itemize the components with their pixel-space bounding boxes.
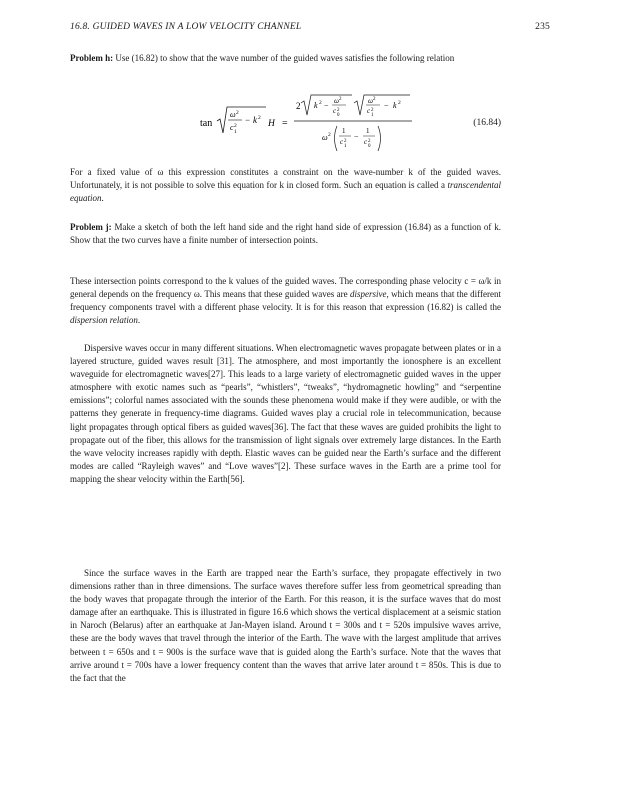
running-header [70,22,550,32]
eq-den-c1-sub: 1 [344,144,347,149]
problem-j-text: Make a sketch of both the left hand side and the right hand side of expression (16.84) as a function of k. Show that the two curves have a finite number of intersection points. [70,222,502,246]
eq-den-omega-sup: 2 [328,132,331,138]
equation-number: (16.84) [473,118,501,128]
eq-lhs-c-sup: 2 [234,123,237,129]
paragraph-dispersive [70,275,501,327]
problem-j [70,221,501,247]
section-title: 16.8. GUIDED WAVES IN A LOW VELOCITY CHANNEL [70,22,302,32]
equation-16-84 [70,93,501,155]
eq-den-c0-sub: 0 [368,144,371,149]
eq-rhs-c0-sub: 0 [337,113,340,118]
eq-rhs-k1: k [314,101,318,110]
paragraph-dispersive-waves: Dispersive waves occur in many different situations. When electromagnetic waves propagate between plates or in a layered structure, guided waves result [31]. The atmosphere, and most importantly the ionosphere is an excellent waveguide for electromagnetic waves[27]. This leads to a large variety of electromagnetic guided waves in the upper atmosphere with exotic names such as “pearls”, “whistlers”, “tweaks”, “hydromagnetic howling” and “serpentine emissions”; colorful names associated with the sounds these phenomena would make if they were audible, or with the patterns they generate in frequency-time diagrams. Guided waves play a crucial role in telecommunication, because light propagates through optical fibers as guided waves[36]. The fact that these waves are guided prohibits the light to propagate out of the fiber, this allows for the transmission of light signals over extremely large distances. In the Earth the wave velocity increases rapidly with depth. Elastic waves can be guided near the Earth’s surface and the different modes are called “Rayleigh waves” and “Love waves”[2]. These surface waves in the Earth are a prime tool for mapping the shear velocity within the Earth[56]. [70,343,501,484]
problem-h-text: Use (16.82) to show that the wave number of the guided waves satisfies the following relation [115,53,455,63]
eq-rhs-c1-sup: 2 [371,108,374,113]
eq-rhs-omega2-sup: 2 [373,97,376,102]
eq-den-rparen [378,126,381,151]
eq-rhs-minus1: − [324,101,329,110]
eq-rhs-c0: c [333,107,337,115]
eq-rhs-c1: c [367,107,371,115]
eq-den-one2: 1 [366,127,370,135]
eq-den-minus: − [354,132,359,141]
para1-text-3: . [137,315,141,326]
term-transcendental: transcendental equation [70,180,501,204]
problem-j-label: Problem j: [70,222,112,232]
paragraph-surface-waves: Since the surface waves in the Earth are trapped near the Earth’s surface, they propagate effectively in two dimensions rather than in three dimensions. The surface waves therefore suffer less from geometrical spreading than the body waves that propagate through the interior of the Earth. For this reason, it is the surface waves that do most damage after an earthquake. This is illustrated in figure 16.6 which shows the vertical displacement at a seismic station in Naroch (Belarus) after an earthquake at Jan-Mayen island. Around t = 300s and t = 520s impulsive waves arrive, these are the body waves that travel through the interior of the Earth. The wave with the largest amplitude that arrives between t = 650s and t = 900s is the surface wave that is guided along the Earth’s surface. Note that the waves that arrive around t = 700s have a lower frequency content than the waves that arrive later around t = 850s. This is due to the fact that the [70,568,501,683]
eq-lhs-c-sub: 1 [234,129,237,135]
eq-rhs-k1-sup: 2 [319,100,322,106]
eq-lhs-omega-sup: 2 [236,110,239,116]
para1-text-1: These intersection points correspond to the k values of the guided waves. The corresponding phase velocity c = ω/k in general depends on the frequency ω. This means that these guided waves are [70,276,501,300]
eq-den-one1: 1 [342,127,346,135]
eq-lhs-minus: − [245,115,251,125]
eq-den-omega: ω [322,133,328,142]
eq-lhs-omega: ω [230,110,236,119]
after-eq-text-1: For a fixed value of ω this expression constitutes a constraint on the wave-number k of the guided waves. Unfortunately, it is not possible to solve this equation for k in closed form. Such an equation is called a [70,167,501,191]
para1-text-2: , which means that the different frequency components travel with a different phase velocity. It is for this reason that expression (16.82) is called the [70,289,502,313]
eq-den-c1: c [340,138,344,146]
problem-h-label: Problem h: [70,53,114,63]
eq-rhs-omega1-sup: 2 [339,97,342,102]
eq-rhs-two: 2 [296,101,301,111]
eq-lhs-k: k [253,115,257,125]
eq-lhs-h: H [268,119,275,129]
eq-rhs-sqrt2 [354,95,410,115]
eq-den-c0: c [364,138,368,146]
after-equation-paragraph [70,166,501,205]
eq-rhs-k2-sup: 2 [398,100,401,106]
eq-lhs-k-sup: 2 [258,115,261,121]
term-dispersion-relation: dispersion relation [70,315,138,326]
after-eq-text-2: . [101,193,104,204]
eq-equals: = [282,118,288,129]
eq-rhs-k2: k [393,101,397,110]
problem-h [70,52,501,65]
term-dispersive: dispersive [350,289,387,300]
eq-den-lparen [335,126,338,151]
eq-rhs-omega1: ω [334,97,339,105]
eq-den-c1-sup: 2 [344,139,347,144]
eq-rhs-c1-sub: 1 [371,113,374,118]
equation-graphic [70,93,470,155]
eq-den-c0-sup: 2 [368,139,371,144]
eq-rhs-c0-sup: 2 [337,108,340,113]
page-number: 235 [535,22,550,32]
eq-rhs-omega2: ω [368,97,373,105]
eq-rhs-minus2: − [384,101,389,110]
eq-tan: tan [200,118,213,129]
eq-lhs-c: c [230,123,234,132]
